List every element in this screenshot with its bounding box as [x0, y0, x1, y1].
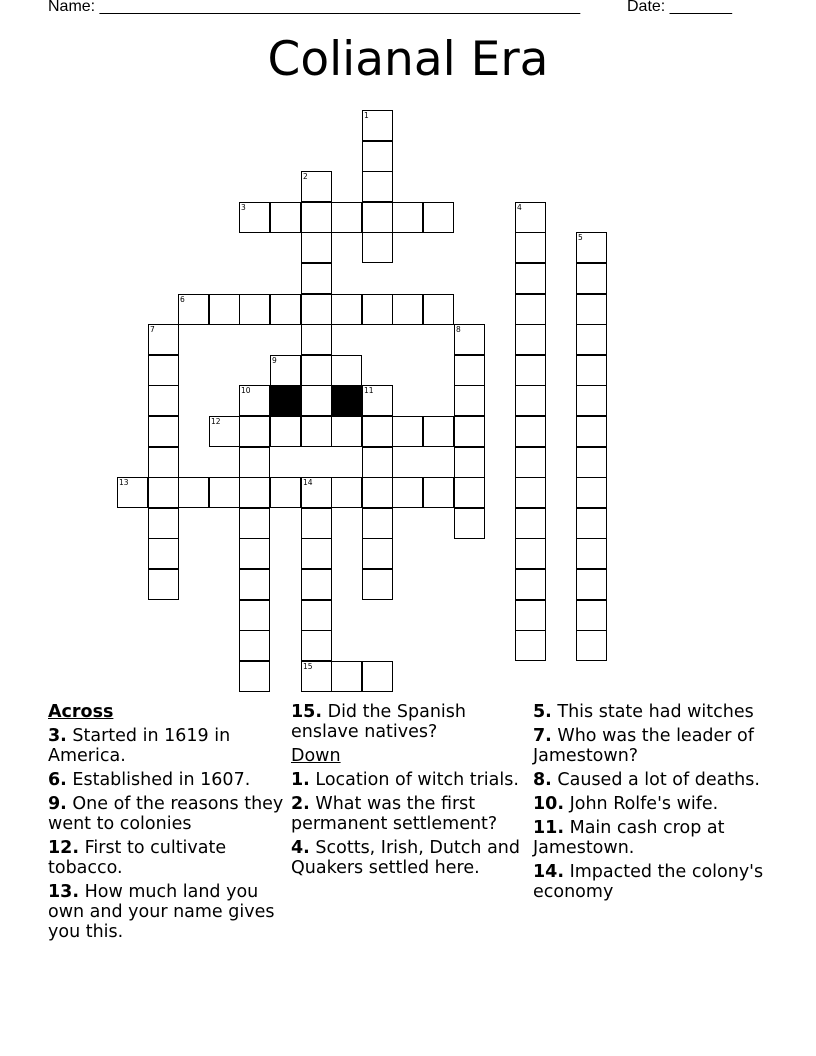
clue-down-7: 7. Who was the leader of Jamestown? — [533, 726, 754, 766]
grid-cell[interactable] — [239, 385, 270, 416]
clue-across-12: 12. First to cultivate tobacco. — [48, 838, 227, 878]
grid-cell[interactable] — [362, 385, 393, 416]
cell-number: 6 — [180, 295, 185, 304]
clue-down-11: 11. Main cash crop at Jamestown. — [533, 818, 725, 858]
grid-cell[interactable] — [301, 355, 332, 386]
grid-cell[interactable] — [209, 477, 240, 508]
grid-cell[interactable] — [362, 416, 393, 447]
grid-cell[interactable] — [301, 232, 332, 263]
clue-across-6: 6. Established in 1607. — [48, 770, 251, 790]
grid-cell[interactable] — [454, 385, 485, 416]
grid-cell[interactable] — [239, 569, 270, 600]
grid-cell[interactable] — [576, 416, 607, 447]
grid-cell[interactable] — [178, 477, 209, 508]
grid-cell[interactable] — [423, 294, 454, 325]
grid-cell[interactable] — [148, 538, 179, 569]
grid-cell[interactable] — [331, 355, 362, 386]
grid-cell[interactable] — [515, 324, 546, 355]
clues-column-2 — [291, 702, 527, 882]
grid-cell[interactable] — [148, 569, 179, 600]
grid-cell[interactable] — [392, 416, 423, 447]
grid-cell[interactable] — [515, 447, 546, 478]
grid-cell[interactable] — [392, 294, 423, 325]
grid-cell[interactable] — [301, 263, 332, 294]
grid-cell[interactable] — [148, 324, 179, 355]
grid-cell[interactable] — [239, 661, 270, 692]
grid-cell[interactable] — [301, 294, 332, 325]
grid-cell[interactable] — [362, 294, 393, 325]
grid-cell[interactable] — [515, 600, 546, 631]
grid-cell[interactable] — [301, 538, 332, 569]
grid-cell[interactable] — [301, 202, 332, 233]
grid-cell[interactable] — [301, 630, 332, 661]
cell-number: 8 — [456, 325, 461, 334]
grid-cell[interactable] — [301, 171, 332, 202]
grid-cell[interactable] — [454, 324, 485, 355]
grid-cell[interactable] — [209, 294, 240, 325]
grid-cell[interactable] — [454, 447, 485, 478]
grid-cell[interactable] — [148, 385, 179, 416]
grid-cell[interactable] — [576, 263, 607, 294]
black-cell — [270, 385, 301, 416]
grid-cell[interactable] — [515, 508, 546, 539]
grid-cell[interactable] — [270, 202, 301, 233]
grid-cell[interactable] — [270, 416, 301, 447]
grid-cell[interactable] — [515, 385, 546, 416]
cell-number: 2 — [303, 172, 308, 181]
black-cell — [331, 385, 362, 416]
cell-number: 4 — [517, 203, 522, 212]
grid-cell[interactable] — [117, 477, 148, 508]
grid-cell[interactable] — [576, 600, 607, 631]
grid-cell[interactable] — [362, 171, 393, 202]
grid-cell[interactable] — [515, 263, 546, 294]
clue-down-8: 8. Caused a lot of deaths. — [533, 770, 760, 790]
grid-cell[interactable] — [239, 630, 270, 661]
grid-cell[interactable] — [454, 416, 485, 447]
grid-cell[interactable] — [239, 477, 270, 508]
clue-down-5: 5. This state had witches — [533, 702, 754, 722]
grid-cell[interactable] — [515, 232, 546, 263]
cell-number: 13 — [119, 478, 129, 487]
grid-cell[interactable] — [515, 538, 546, 569]
down-heading: Down — [291, 746, 341, 766]
name-field-label: Name: ______________________________________________________ — [48, 0, 581, 15]
grid-cell[interactable] — [454, 508, 485, 539]
grid-cell[interactable] — [301, 508, 332, 539]
grid-cell[interactable] — [362, 232, 393, 263]
grid-cell[interactable] — [239, 447, 270, 478]
clue-down-1: 1. Location of witch trials. — [291, 770, 519, 790]
grid-cell[interactable] — [148, 477, 179, 508]
grid-cell[interactable] — [423, 477, 454, 508]
grid-cell[interactable] — [362, 661, 393, 692]
grid-cell[interactable] — [148, 447, 179, 478]
grid-cell[interactable] — [576, 447, 607, 478]
grid-cell[interactable] — [301, 569, 332, 600]
grid-cell[interactable] — [576, 294, 607, 325]
grid-cell[interactable] — [576, 569, 607, 600]
grid-cell[interactable] — [515, 477, 546, 508]
grid-cell[interactable] — [362, 202, 393, 233]
grid-cell[interactable] — [301, 416, 332, 447]
grid-cell[interactable] — [362, 508, 393, 539]
grid-cell[interactable] — [209, 416, 240, 447]
cell-number: 1 — [364, 111, 369, 120]
clue-across-15: 15. Did the Spanish enslave natives? — [291, 702, 466, 742]
grid-cell[interactable] — [301, 661, 332, 692]
page-title: Colianal Era — [267, 32, 549, 87]
grid-cell[interactable] — [576, 324, 607, 355]
grid-cell[interactable] — [515, 569, 546, 600]
grid-cell[interactable] — [423, 202, 454, 233]
grid-cell[interactable] — [576, 508, 607, 539]
grid-cell[interactable] — [423, 416, 454, 447]
cell-number: 14 — [303, 478, 313, 487]
across-heading: Across — [48, 702, 114, 722]
grid-cell[interactable] — [301, 477, 332, 508]
grid-cell[interactable] — [515, 630, 546, 661]
grid-cell[interactable] — [576, 385, 607, 416]
grid-cell[interactable] — [515, 355, 546, 386]
clue-down-10: 10. John Rolfe's wife. — [533, 794, 719, 814]
cell-number: 3 — [241, 203, 246, 212]
grid-cell[interactable] — [301, 324, 332, 355]
grid-cell[interactable] — [362, 477, 393, 508]
grid-cell[interactable] — [178, 294, 209, 325]
grid-cell[interactable] — [331, 202, 362, 233]
grid-cell[interactable] — [362, 447, 393, 478]
grid-cell[interactable] — [392, 477, 423, 508]
grid-cell[interactable] — [576, 538, 607, 569]
grid-cell[interactable] — [148, 416, 179, 447]
grid-cell[interactable] — [148, 355, 179, 386]
cell-number: 12 — [211, 417, 221, 426]
grid-cell[interactable] — [576, 232, 607, 263]
grid-cell[interactable] — [239, 600, 270, 631]
grid-cell[interactable] — [362, 569, 393, 600]
grid-cell[interactable] — [239, 416, 270, 447]
grid-cell[interactable] — [454, 355, 485, 386]
grid-cell[interactable] — [270, 355, 301, 386]
grid-cell[interactable] — [239, 538, 270, 569]
cell-number: 15 — [303, 662, 313, 671]
grid-cell[interactable] — [454, 477, 485, 508]
grid-cell[interactable] — [576, 355, 607, 386]
clues-column-3 — [533, 702, 773, 906]
grid-cell[interactable] — [270, 477, 301, 508]
grid-cell[interactable] — [301, 385, 332, 416]
grid-cell[interactable] — [515, 416, 546, 447]
date-field-label: Date: _______ — [627, 0, 732, 15]
clue-down-4: 4. Scotts, Irish, Dutch and Quakers settled here. — [291, 838, 520, 878]
grid-cell[interactable] — [331, 294, 362, 325]
cell-number: 7 — [150, 325, 155, 334]
grid-cell[interactable] — [331, 661, 362, 692]
grid-cell[interactable] — [239, 508, 270, 539]
clue-down-2: 2. What was the first permanent settlement? — [291, 794, 498, 834]
clue-across-13: 13. How much land you own and your name gives you this. — [48, 882, 275, 942]
grid-cell[interactable] — [576, 630, 607, 661]
clue-across-3: 3. Started in 1619 in America. — [48, 726, 231, 766]
grid-cell[interactable] — [515, 202, 546, 233]
cell-number: 10 — [241, 386, 251, 395]
clue-down-14: 14. Impacted the colony's economy — [533, 862, 764, 902]
grid-cell[interactable] — [270, 294, 301, 325]
grid-cell[interactable] — [576, 477, 607, 508]
grid-cell[interactable] — [362, 141, 393, 172]
grid-cell[interactable] — [239, 202, 270, 233]
cell-number: 11 — [364, 386, 374, 395]
grid-cell[interactable] — [362, 538, 393, 569]
grid-cell[interactable] — [148, 508, 179, 539]
grid-cell[interactable] — [239, 294, 270, 325]
cell-number: 9 — [272, 356, 277, 365]
grid-cell[interactable] — [362, 110, 393, 141]
grid-cell[interactable] — [392, 202, 423, 233]
clue-across-9: 9. One of the reasons they went to colonies — [48, 794, 284, 834]
grid-cell[interactable] — [331, 477, 362, 508]
grid-cell[interactable] — [331, 416, 362, 447]
grid-cell[interactable] — [301, 600, 332, 631]
cell-number: 5 — [578, 233, 583, 242]
clues-column-1 — [48, 702, 284, 946]
grid-cell[interactable] — [515, 294, 546, 325]
